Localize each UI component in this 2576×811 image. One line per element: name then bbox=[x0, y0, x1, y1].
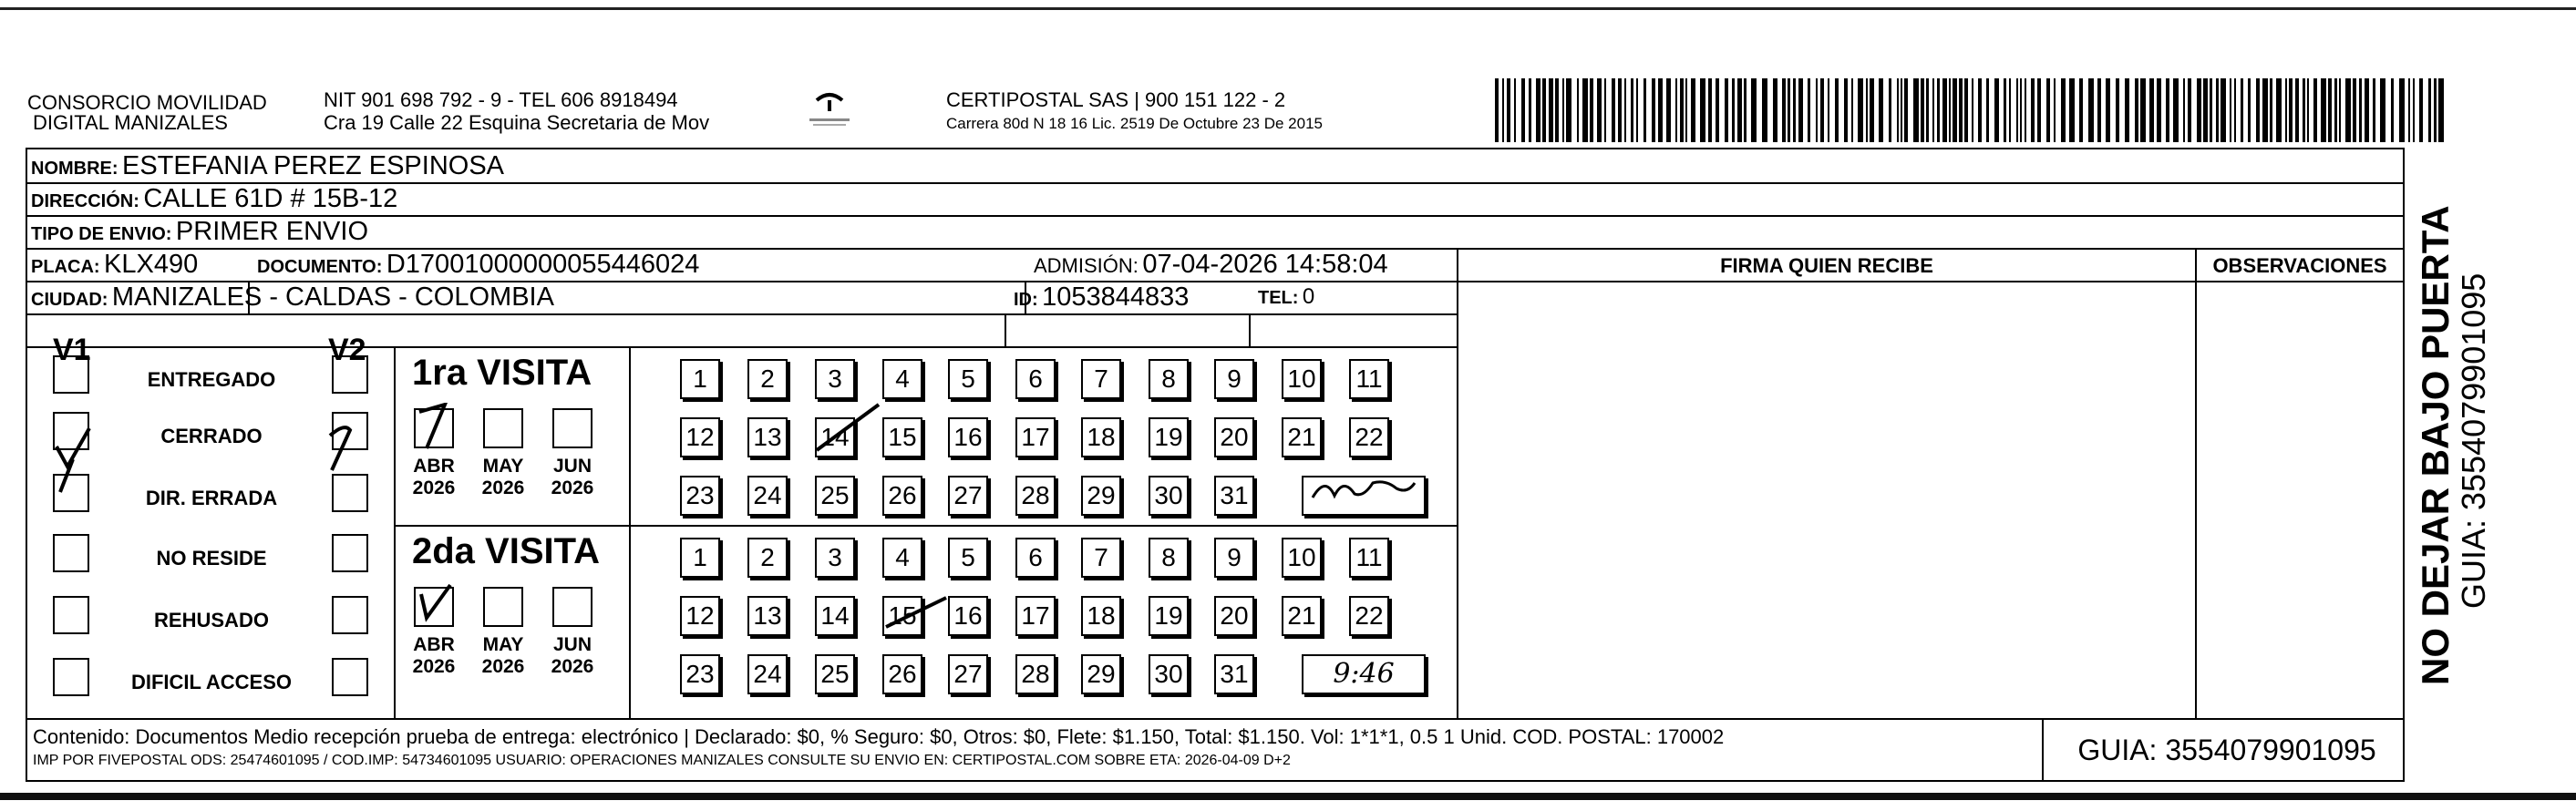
v2-checkbox[interactable] bbox=[332, 658, 368, 696]
v2-checkbox[interactable] bbox=[332, 474, 368, 512]
top-rule bbox=[0, 7, 2576, 10]
day-box[interactable]: 14 bbox=[815, 417, 855, 457]
day-box[interactable]: 16 bbox=[948, 596, 988, 636]
status-label: ENTREGADO bbox=[147, 368, 276, 391]
bottom-rule bbox=[0, 793, 2576, 800]
tipo-envio-value: PRIMER ENVIO bbox=[175, 217, 369, 246]
month-year: 2026 bbox=[481, 656, 525, 677]
day-box[interactable]: 17 bbox=[1015, 417, 1056, 457]
guia-number: GUIA: 3554079901095 bbox=[2077, 734, 2376, 766]
month-label: JUN bbox=[552, 456, 592, 477]
day-box[interactable]: 27 bbox=[948, 476, 988, 516]
month-year: 2026 bbox=[551, 656, 594, 677]
day-box[interactable]: 30 bbox=[1149, 654, 1189, 694]
certipostal-logo-icon bbox=[802, 87, 857, 142]
day-box[interactable]: 23 bbox=[680, 654, 720, 694]
day-box[interactable]: 5 bbox=[948, 359, 988, 399]
day-box[interactable]: 9 bbox=[1214, 538, 1254, 578]
side-guia-number: GUIA: 3554079901095 bbox=[2455, 272, 2492, 609]
month-year: 2026 bbox=[481, 477, 525, 498]
v1-checkbox[interactable] bbox=[53, 658, 89, 696]
observaciones-header: OBSERVACIONES bbox=[2212, 254, 2387, 277]
day-box[interactable]: 19 bbox=[1149, 417, 1189, 457]
month-year: 2026 bbox=[412, 477, 456, 498]
tel-label: TEL: bbox=[1258, 288, 1299, 308]
month-label: MAY bbox=[482, 456, 524, 477]
observaciones-column-divider bbox=[2195, 248, 2197, 718]
admision-field bbox=[1034, 249, 1388, 284]
day-box[interactable]: 1 bbox=[680, 538, 720, 578]
day-box[interactable]: 31 bbox=[1214, 476, 1254, 516]
day-box[interactable]: 15 bbox=[882, 417, 922, 457]
day-box[interactable]: 28 bbox=[1015, 654, 1056, 694]
month-label: ABR bbox=[413, 456, 455, 477]
day-box[interactable]: 3 bbox=[815, 359, 855, 399]
status-label: DIR. ERRADA bbox=[145, 487, 278, 509]
ciudad-value: MANIZALES - CALDAS - COLOMBIA bbox=[111, 282, 554, 312]
tipo-envio-label: TIPO DE ENVIO: bbox=[31, 224, 172, 244]
month-label: MAY bbox=[482, 634, 524, 655]
day-box[interactable]: 21 bbox=[1282, 596, 1322, 636]
nombre-field bbox=[31, 150, 504, 186]
month-label: JUN bbox=[552, 634, 592, 655]
direccion-label: DIRECCIÓN: bbox=[31, 191, 139, 211]
ciudad-label: CIUDAD: bbox=[31, 290, 108, 310]
day-box[interactable]: 31 bbox=[1214, 654, 1254, 694]
month-checkbox[interactable] bbox=[483, 587, 523, 627]
v2-header: V2 bbox=[328, 333, 366, 367]
day-box[interactable]: 13 bbox=[747, 596, 788, 636]
handwritten-strike-day-15 bbox=[882, 589, 952, 645]
visit-title: 1ra VISITA bbox=[412, 353, 592, 393]
id-field bbox=[1014, 282, 1189, 317]
documento-label: DOCUMENTO: bbox=[257, 257, 383, 277]
day-box[interactable]: 11 bbox=[1349, 359, 1389, 399]
footer-content: Contenido: Documentos Medio recepción prueba de entrega: electrónico | Declarado: $0, % Seguro: $0, Otros: $0, Flete: $1.150, Total: $1.150. Vol: 1*1*1, 0.5 1 Unid. COD. POSTAL: 170002 bbox=[33, 725, 1725, 748]
cell-divider bbox=[1005, 313, 1006, 346]
day-box[interactable]: 6 bbox=[1015, 359, 1056, 399]
day-box[interactable]: 22 bbox=[1349, 596, 1389, 636]
day-box[interactable]: 24 bbox=[747, 654, 788, 694]
day-box[interactable]: 8 bbox=[1149, 359, 1189, 399]
day-box[interactable]: 18 bbox=[1081, 596, 1121, 636]
month-checkbox[interactable] bbox=[552, 408, 592, 448]
day-box[interactable]: 26 bbox=[882, 476, 922, 516]
v2-checkbox[interactable] bbox=[332, 596, 368, 634]
day-box[interactable]: 27 bbox=[948, 654, 988, 694]
tel-field bbox=[1258, 282, 1314, 315]
status-label: CERRADO bbox=[160, 425, 263, 447]
day-box[interactable]: 1 bbox=[680, 359, 720, 399]
day-box[interactable]: 8 bbox=[1149, 538, 1189, 578]
day-box[interactable]: 26 bbox=[882, 654, 922, 694]
status-section-divider bbox=[394, 346, 396, 718]
day-box[interactable]: 3 bbox=[815, 538, 855, 578]
day-box[interactable]: 20 bbox=[1214, 596, 1254, 636]
nombre-value: ESTEFANIA PEREZ ESPINOSA bbox=[122, 151, 505, 180]
admision-label: ADMISIÓN: bbox=[1034, 254, 1139, 277]
handwritten-check-mark bbox=[49, 423, 97, 496]
status-label: DIFICIL ACCESO bbox=[130, 671, 292, 693]
delivery-form bbox=[26, 148, 2405, 782]
day-box[interactable]: 13 bbox=[747, 417, 788, 457]
day-box[interactable]: 6 bbox=[1015, 538, 1056, 578]
day-box[interactable]: 2 bbox=[747, 359, 788, 399]
company-address: Cra 19 Calle 22 Esquina Secretaria de Mov bbox=[324, 111, 710, 134]
documento-field bbox=[257, 249, 699, 284]
hour-box[interactable] bbox=[1302, 654, 1426, 694]
day-box[interactable]: 14 bbox=[815, 596, 855, 636]
day-box[interactable]: 12 bbox=[680, 596, 720, 636]
month-label: ABR bbox=[413, 634, 455, 655]
firma-header: FIRMA QUIEN RECIBE bbox=[1720, 254, 1933, 277]
v1-checkbox[interactable] bbox=[53, 355, 89, 394]
status-label: NO RESIDE bbox=[156, 547, 267, 570]
day-box[interactable]: 16 bbox=[948, 417, 988, 457]
day-box[interactable]: 25 bbox=[815, 476, 855, 516]
documento-value: D17001000000055446024 bbox=[386, 250, 700, 279]
company-name-line2: DIGITAL MANIZALES bbox=[33, 111, 228, 134]
nombre-label: NOMBRE: bbox=[31, 159, 118, 179]
ciudad-field bbox=[31, 282, 554, 317]
month-checkbox[interactable] bbox=[483, 408, 523, 448]
direccion-value: CALLE 61D # 15B-12 bbox=[143, 184, 398, 213]
day-box[interactable]: 28 bbox=[1015, 476, 1056, 516]
day-box[interactable]: 18 bbox=[1081, 417, 1121, 457]
day-box[interactable]: 20 bbox=[1214, 417, 1254, 457]
company-name-line1: CONSORCIO MOVILIDAD bbox=[27, 91, 267, 114]
month-year: 2026 bbox=[412, 656, 456, 677]
visit-divider bbox=[394, 525, 1458, 527]
company-nit: NIT 901 698 792 - 9 - TEL 606 8918494 bbox=[324, 88, 678, 111]
no-dejar-bajo-puerta: NO DEJAR BAJO PUERTA bbox=[2414, 205, 2457, 685]
hour-value: 9:46 bbox=[1333, 658, 1395, 690]
handwritten-scribble bbox=[1307, 470, 1420, 507]
placa-value: KLX490 bbox=[104, 250, 199, 279]
footer-divider-vertical bbox=[2042, 718, 2044, 782]
placa-label: PLACA: bbox=[31, 257, 100, 277]
direccion-field bbox=[31, 183, 397, 219]
day-box[interactable]: 5 bbox=[948, 538, 988, 578]
day-box[interactable]: 10 bbox=[1282, 538, 1322, 578]
admision-value: 07-04-2026 14:58:04 bbox=[1142, 250, 1388, 279]
v2-checkbox[interactable] bbox=[332, 534, 368, 572]
month-checkbox[interactable] bbox=[552, 587, 592, 627]
handwritten-check-mark bbox=[414, 581, 463, 631]
tel-value: 0 bbox=[1302, 284, 1315, 309]
day-box[interactable]: 24 bbox=[747, 476, 788, 516]
v1-checkbox[interactable] bbox=[53, 596, 89, 634]
id-value: 1053844833 bbox=[1042, 282, 1190, 312]
v1-header: V1 bbox=[53, 333, 91, 367]
placa-field bbox=[31, 249, 198, 284]
day-box[interactable]: 9 bbox=[1214, 359, 1254, 399]
cell-divider bbox=[1249, 313, 1251, 346]
day-box[interactable]: 22 bbox=[1349, 417, 1389, 457]
month-year: 2026 bbox=[551, 477, 594, 498]
day-box[interactable]: 4 bbox=[882, 538, 922, 578]
day-box[interactable]: 25 bbox=[815, 654, 855, 694]
footer-print-info: IMP POR FIVEPOSTAL ODS: 25474601095 / COD.IMP: 54734601095 USUARIO: OPERACIONES MANIZALES CONSULTE SU ENVIO EN: CERTIPOSTAL.COM SOBRE ETA: 2026-04-09 D+2 bbox=[33, 753, 1291, 768]
visit-section-divider bbox=[629, 346, 631, 718]
v2-checkbox[interactable] bbox=[332, 355, 368, 394]
day-box[interactable]: 15 bbox=[882, 596, 922, 636]
column-header-divider bbox=[1458, 281, 2405, 282]
day-box[interactable]: 29 bbox=[1081, 476, 1121, 516]
footer-divider bbox=[27, 718, 2403, 720]
day-box[interactable]: 17 bbox=[1015, 596, 1056, 636]
day-box[interactable]: 19 bbox=[1149, 596, 1189, 636]
v1-checkbox[interactable] bbox=[53, 534, 89, 572]
day-box[interactable]: 10 bbox=[1282, 359, 1322, 399]
row-divider bbox=[27, 346, 1458, 348]
day-box[interactable]: 29 bbox=[1081, 654, 1121, 694]
handwritten-check-mark bbox=[325, 421, 368, 474]
day-box[interactable]: 21 bbox=[1282, 417, 1322, 457]
courier-address: Carrera 80d N 18 16 Lic. 2519 De Octubre 23 De 2015 bbox=[946, 115, 1323, 132]
id-label: ID: bbox=[1014, 290, 1038, 310]
day-box[interactable]: 2 bbox=[747, 538, 788, 578]
day-box[interactable]: 30 bbox=[1149, 476, 1189, 516]
handwritten-check-mark bbox=[414, 403, 463, 452]
day-box[interactable]: 11 bbox=[1349, 538, 1389, 578]
status-label: REHUSADO bbox=[154, 609, 269, 631]
firma-column-divider bbox=[1457, 248, 1458, 718]
handwritten-strike-day-14 bbox=[813, 399, 882, 456]
day-box[interactable]: 7 bbox=[1081, 359, 1121, 399]
visit-title: 2da VISITA bbox=[412, 531, 600, 571]
day-box[interactable]: 4 bbox=[882, 359, 922, 399]
day-box[interactable]: 7 bbox=[1081, 538, 1121, 578]
courier-name: CERTIPOSTAL SAS | 900 151 122 - 2 bbox=[946, 88, 1286, 111]
barcode bbox=[1495, 78, 2452, 142]
tipo-envio-field bbox=[31, 216, 368, 252]
day-box[interactable]: 12 bbox=[680, 417, 720, 457]
day-box[interactable]: 23 bbox=[680, 476, 720, 516]
